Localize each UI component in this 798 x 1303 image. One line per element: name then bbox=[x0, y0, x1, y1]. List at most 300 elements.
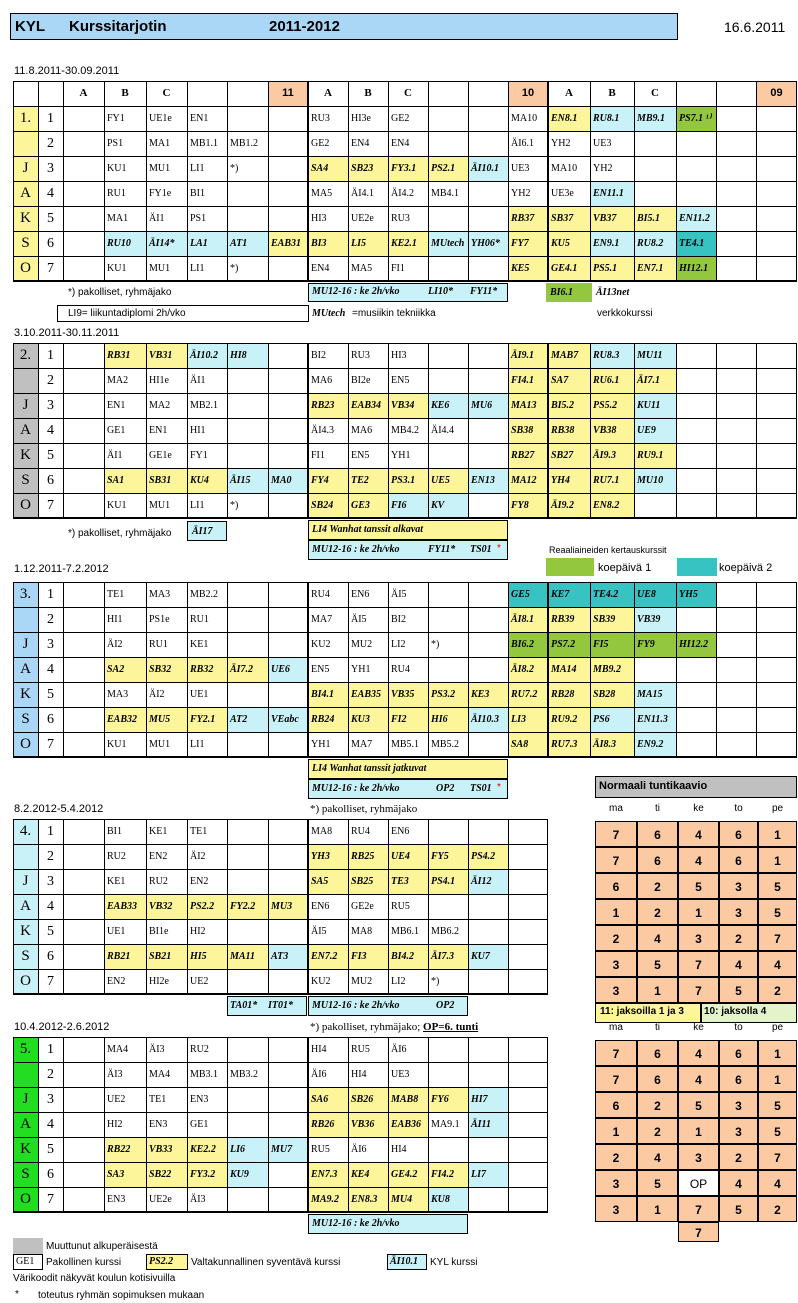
course-cell: RU3 bbox=[311, 113, 330, 124]
course-cell: RB22 bbox=[104, 1137, 146, 1162]
course-cell: MA2 bbox=[107, 375, 129, 386]
course-cell: EN8.2 bbox=[590, 493, 634, 518]
course-cell: MAB7 bbox=[548, 343, 590, 368]
course-cell bbox=[227, 368, 268, 393]
course-cell: FI4.1 bbox=[508, 368, 548, 393]
course-cell: MB1.1 bbox=[190, 138, 219, 149]
course-cell: KE4 bbox=[348, 1162, 388, 1187]
course-cell: FY6 bbox=[428, 1087, 468, 1112]
course-cell: MB5.2 bbox=[431, 739, 460, 750]
note-reaali: Reaaliaineiden kertauskurssit bbox=[549, 545, 667, 555]
note-mutech: MUtech bbox=[312, 308, 346, 319]
row-number: 3 bbox=[47, 1092, 54, 1107]
course-cell bbox=[676, 181, 716, 206]
timetable-cell: 1 bbox=[637, 977, 678, 1003]
note-mutech-desc: =musiikin tekniikka bbox=[352, 308, 436, 319]
timetable-cell: 3 bbox=[678, 1144, 719, 1170]
course-cell: SB24 bbox=[308, 493, 348, 518]
course-cell: HI7 bbox=[468, 1087, 508, 1112]
jakso-letter: S bbox=[21, 948, 30, 964]
course-cell bbox=[227, 732, 268, 757]
timetable-cell: 4 bbox=[678, 821, 719, 847]
course-cell: SA6 bbox=[308, 1087, 348, 1112]
note-bi61: BI6.1 bbox=[550, 287, 574, 298]
course-cell: VB38 bbox=[590, 418, 634, 443]
legend-ai101: ÄI10.1 bbox=[387, 1254, 427, 1270]
course-cell: EAB34 bbox=[348, 393, 388, 418]
course-cell bbox=[428, 368, 468, 393]
timetable-cell: 3 bbox=[719, 1092, 758, 1118]
course-cell: RB23 bbox=[308, 393, 348, 418]
jakso-letter: J bbox=[22, 873, 29, 889]
jakso-letter: S bbox=[21, 711, 30, 727]
timetable-cell: 3 bbox=[595, 951, 637, 977]
row-number: 1 bbox=[47, 1042, 54, 1057]
course-cell: EAB32 bbox=[104, 707, 146, 732]
course-cell: HI2 bbox=[107, 1119, 123, 1130]
course-cell: ÄI11 bbox=[468, 1112, 508, 1137]
course-cell: UE5 bbox=[428, 468, 468, 493]
course-cell: RU5 bbox=[311, 1144, 330, 1155]
course-cell: HI3e bbox=[351, 113, 371, 124]
course-cell: EN7.1 bbox=[634, 256, 676, 281]
course-cell: ÄI5 bbox=[311, 926, 327, 937]
course-cell: LI5 bbox=[348, 231, 388, 256]
course-cell: MA8 bbox=[351, 926, 373, 937]
course-cell: LI3 bbox=[508, 707, 548, 732]
timetable-cell: OP bbox=[678, 1170, 719, 1196]
course-cell bbox=[468, 632, 508, 657]
note-it01: IT01* bbox=[268, 1000, 293, 1011]
course-cell: MA4 bbox=[149, 1069, 171, 1080]
course-cell: TE4.1 bbox=[676, 231, 716, 256]
course-cell: ÄI14* bbox=[146, 231, 187, 256]
course-cell: RU7.1 bbox=[590, 468, 634, 493]
course-cell: MA10 bbox=[511, 113, 538, 124]
row-number: 6 bbox=[47, 712, 54, 727]
course-cell: RU5 bbox=[351, 1044, 370, 1055]
timetable-cell: 5 bbox=[678, 873, 719, 899]
course-cell: ÄI3 bbox=[149, 1044, 165, 1055]
timetable-cell: 4 bbox=[678, 1066, 719, 1092]
course-cell: EN4 bbox=[351, 138, 370, 149]
course-cell: KE2.2 bbox=[187, 1137, 227, 1162]
course-cell: RU8.1 bbox=[590, 106, 634, 131]
period-label: 8.2.2012-5.4.2012 bbox=[14, 803, 104, 815]
course-cell: PS3.1 bbox=[388, 468, 428, 493]
row-number: 2 bbox=[47, 373, 54, 388]
course-cell: SB37 bbox=[548, 206, 590, 231]
period-number: 2. bbox=[19, 347, 32, 363]
course-cell bbox=[227, 1087, 268, 1112]
course-cell: ÄI9.1 bbox=[508, 343, 548, 368]
course-cell: KU3 bbox=[348, 707, 388, 732]
course-cell: ÄI6 bbox=[351, 1144, 367, 1155]
course-cell: EN5 bbox=[311, 664, 330, 675]
note-ts01: TS01 bbox=[470, 544, 492, 555]
course-cell: EN3 bbox=[190, 1094, 209, 1105]
course-cell bbox=[676, 732, 716, 757]
jakso-note-11: 11: jaksoilla 1 ja 3 bbox=[600, 1006, 684, 1017]
course-cell: RU7.2 bbox=[508, 682, 548, 707]
course-cell: RU8.2 bbox=[634, 231, 676, 256]
course-cell: EN1 bbox=[107, 400, 126, 411]
course-cell: FY9 bbox=[634, 632, 676, 657]
timetable-cell: 1 bbox=[637, 1196, 678, 1222]
koepaiva1-label: koepäivä 1 bbox=[598, 562, 652, 574]
course-cell: FI2 bbox=[388, 707, 428, 732]
document-date: 16.6.2011 bbox=[724, 19, 786, 35]
course-cell: MU10 bbox=[634, 468, 676, 493]
course-cell bbox=[428, 131, 468, 156]
course-cell: BI2 bbox=[311, 350, 326, 361]
course-cell: PS4.1 bbox=[428, 869, 468, 894]
course-cell: ÄI8.1 bbox=[508, 607, 548, 632]
course-cell: BI1 bbox=[107, 826, 122, 837]
note-ts01-star-3: * bbox=[497, 782, 501, 793]
row-number: 2 bbox=[47, 1067, 54, 1082]
timetable-cell: 7 bbox=[758, 1144, 797, 1170]
course-cell: MU4 bbox=[388, 1187, 428, 1212]
course-cell: FY1 bbox=[107, 113, 125, 124]
course-cell: AT1 bbox=[227, 231, 268, 256]
jakso-letter: K bbox=[20, 447, 31, 463]
course-cell: FI3 bbox=[348, 944, 388, 969]
course-cell: VB39 bbox=[634, 607, 676, 632]
course-cell: SB26 bbox=[348, 1087, 388, 1112]
note-mandatory-2: *) pakolliset, ryhmäjako bbox=[68, 528, 172, 539]
course-cell: MA11 bbox=[227, 944, 268, 969]
row-number: 4 bbox=[47, 899, 54, 914]
course-cell: MU5 bbox=[146, 707, 187, 732]
course-cell bbox=[227, 607, 268, 632]
course-cell: EN13 bbox=[468, 468, 508, 493]
timetable-cell: 7 bbox=[678, 951, 719, 977]
course-cell: LI1 bbox=[190, 163, 205, 174]
course-cell: ÄI3 bbox=[190, 1194, 206, 1205]
course-cell: *) bbox=[431, 639, 440, 650]
course-cell: VEabc bbox=[268, 707, 308, 732]
course-cell: *) bbox=[230, 263, 239, 274]
course-cell bbox=[268, 632, 308, 657]
note-mu-3: MU12-16 : ke 2h/vko bbox=[312, 783, 400, 794]
course-cell: SB32 bbox=[146, 657, 187, 682]
course-cell: BI2e bbox=[351, 375, 371, 386]
timetable-cell: 5 bbox=[758, 1092, 797, 1118]
note-mu-2: MU12-16 : ke 2h/vko bbox=[312, 544, 400, 555]
course-cell: MB6.1 bbox=[391, 926, 420, 937]
course-cell: EN2 bbox=[107, 976, 126, 987]
timetable-cell: 1 bbox=[758, 847, 797, 873]
course-cell: MB2.1 bbox=[190, 400, 219, 411]
timetable-cell: 7 bbox=[595, 1040, 637, 1066]
row-number: 7 bbox=[47, 261, 54, 276]
course-cell: KU9 bbox=[227, 1162, 268, 1187]
jakso-letter: A bbox=[20, 422, 31, 438]
timetable-cell: 1 bbox=[595, 1118, 637, 1144]
course-cell: UE2e bbox=[351, 213, 374, 224]
course-cell: PS1e bbox=[149, 614, 170, 625]
course-cell: EN1 bbox=[190, 113, 209, 124]
jakso-letter: K bbox=[20, 210, 31, 226]
timetable-cell: 1 bbox=[758, 1066, 797, 1092]
note-li4-3: LI4 Wanhat tanssit jatkuvat bbox=[312, 763, 427, 774]
course-cell bbox=[227, 106, 268, 131]
course-cell: EN5 bbox=[391, 375, 410, 386]
course-cell bbox=[268, 443, 308, 468]
course-cell: FI6 bbox=[388, 493, 428, 518]
timetable-cell: 6 bbox=[719, 1066, 758, 1092]
course-cell: HI4 bbox=[391, 1144, 407, 1155]
course-cell: ÄI5 bbox=[391, 589, 407, 600]
course-cell: GE1 bbox=[190, 1119, 209, 1130]
course-cell: EN1 bbox=[149, 425, 168, 436]
timetable-cell: 2 bbox=[758, 977, 797, 1003]
course-cell: YH2 bbox=[593, 163, 613, 174]
course-cell: ÄI10.1 bbox=[468, 156, 508, 181]
course-cell: EN4 bbox=[311, 263, 330, 274]
timetable-cell: 2 bbox=[637, 1092, 678, 1118]
course-cell: MA7 bbox=[311, 614, 333, 625]
jakso-letter: J bbox=[22, 160, 29, 176]
course-cell: YH06* bbox=[468, 231, 508, 256]
period-label: 11.8.2011-30.09.2011 bbox=[14, 65, 120, 77]
legend-toteutus: toteutus ryhmän sopimuksen mukaan bbox=[38, 1290, 205, 1301]
course-cell: ÄI7.2 bbox=[227, 657, 268, 682]
day-header: to bbox=[734, 803, 743, 814]
jakso-letter: K bbox=[20, 923, 31, 939]
course-cell: KE5 bbox=[508, 256, 548, 281]
timetable-cell: 6 bbox=[637, 847, 678, 873]
course-cell: MU3 bbox=[268, 894, 308, 919]
course-cell bbox=[468, 443, 508, 468]
timetable-cell: 1 bbox=[678, 899, 719, 925]
title-bar bbox=[10, 13, 678, 40]
course-cell: ÄI1 bbox=[107, 450, 123, 461]
course-cell: VB33 bbox=[146, 1137, 187, 1162]
course-cell: *) bbox=[230, 163, 239, 174]
timetable-cell: 4 bbox=[758, 1170, 797, 1196]
timetable-cell: 5 bbox=[758, 899, 797, 925]
course-cell: EN8.3 bbox=[348, 1187, 388, 1212]
course-cell bbox=[227, 206, 268, 231]
course-cell: RU9.1 bbox=[634, 443, 676, 468]
note-ts01-star: * bbox=[497, 543, 501, 554]
course-cell: RU10 bbox=[104, 231, 146, 256]
course-cell: UE6 bbox=[268, 657, 308, 682]
course-cell bbox=[227, 181, 268, 206]
course-cell: RU1 bbox=[107, 188, 126, 199]
course-cell: RU3 bbox=[351, 350, 370, 361]
course-cell: MB4.2 bbox=[391, 425, 420, 436]
course-cell: KU1 bbox=[107, 500, 127, 511]
course-cell: HI3 bbox=[311, 213, 327, 224]
course-cell: MA9.1 bbox=[431, 1119, 460, 1130]
course-cell: MU1 bbox=[149, 263, 171, 274]
course-cell: RB27 bbox=[508, 443, 548, 468]
jakso-letter: A bbox=[20, 661, 31, 677]
course-cell bbox=[268, 206, 308, 231]
timetable-cell: 3 bbox=[678, 925, 719, 951]
note-li10: LI10* bbox=[428, 286, 453, 297]
course-cell bbox=[268, 1112, 308, 1137]
course-cell: MA3 bbox=[149, 589, 171, 600]
row-number: 2 bbox=[47, 849, 54, 864]
note-op2-3: OP2 bbox=[436, 783, 455, 794]
jakso-letter: A bbox=[20, 898, 31, 914]
course-cell: YH5 bbox=[676, 582, 716, 607]
course-cell: HI12.1 bbox=[676, 256, 716, 281]
course-cell bbox=[268, 969, 308, 994]
row-number: 6 bbox=[47, 1167, 54, 1182]
course-cell: TE2 bbox=[348, 468, 388, 493]
course-cell: RU2 bbox=[149, 876, 168, 887]
course-cell bbox=[268, 393, 308, 418]
course-cell: SA3 bbox=[104, 1162, 146, 1187]
course-cell: TE1 bbox=[149, 1094, 167, 1105]
course-cell: MU2 bbox=[351, 976, 373, 987]
course-cell: ÄI1 bbox=[190, 375, 206, 386]
course-cell: BI1e bbox=[149, 926, 169, 937]
course-cell: TE4.2 bbox=[590, 582, 634, 607]
course-cell: BI4.1 bbox=[308, 682, 348, 707]
course-cell: RB39 bbox=[548, 607, 590, 632]
course-cell: MA0 bbox=[268, 468, 308, 493]
course-cell bbox=[268, 869, 308, 894]
course-cell: SB39 bbox=[590, 607, 634, 632]
course-cell: RU1 bbox=[190, 614, 209, 625]
note-mu-5: MU12-16 : ke 2h/vko bbox=[312, 1218, 400, 1229]
course-cell: ÄI4.4 bbox=[431, 425, 455, 436]
course-cell: ÄI3 bbox=[107, 1069, 123, 1080]
course-cell: HI1 bbox=[107, 614, 123, 625]
course-cell: EN9.1 bbox=[590, 231, 634, 256]
course-cell: SA1 bbox=[104, 468, 146, 493]
course-cell: MA7 bbox=[351, 739, 373, 750]
group-badge: 11 bbox=[268, 81, 308, 106]
day-header: ti bbox=[655, 1022, 660, 1033]
course-cell: GE1 bbox=[107, 425, 126, 436]
course-cell: GE2e bbox=[351, 901, 374, 912]
course-cell: FI1 bbox=[391, 263, 405, 274]
course-cell: BI3 bbox=[308, 231, 348, 256]
course-cell bbox=[227, 819, 268, 844]
course-cell: KU11 bbox=[634, 393, 676, 418]
course-cell: LI2 bbox=[391, 639, 406, 650]
row-number: 4 bbox=[47, 1117, 54, 1132]
course-cell: KU8 bbox=[428, 1187, 468, 1212]
course-cell: MA4 bbox=[107, 1044, 129, 1055]
jakso-letter: S bbox=[21, 235, 30, 251]
course-cell bbox=[268, 156, 308, 181]
course-cell bbox=[268, 418, 308, 443]
row-number: 1 bbox=[47, 587, 54, 602]
course-cell bbox=[268, 1162, 308, 1187]
course-cell: MB2.2 bbox=[190, 589, 219, 600]
course-cell bbox=[268, 607, 308, 632]
course-cell: ÄI10.2 bbox=[187, 343, 227, 368]
course-cell: FY5 bbox=[428, 844, 468, 869]
course-cell bbox=[676, 657, 716, 682]
course-cell: GE3 bbox=[348, 493, 388, 518]
timetable-cell: 1 bbox=[595, 899, 637, 925]
jakso-note-10: 10: jaksolla 4 bbox=[704, 1006, 767, 1017]
course-cell: RB28 bbox=[548, 682, 590, 707]
course-cell: KE3 bbox=[468, 682, 508, 707]
course-cell: FI5 bbox=[590, 632, 634, 657]
row-number: 5 bbox=[47, 211, 54, 226]
course-cell bbox=[468, 343, 508, 368]
course-cell: MA12 bbox=[508, 468, 548, 493]
timetable-cell: 6 bbox=[595, 1092, 637, 1118]
course-cell: YH3 bbox=[308, 844, 348, 869]
course-cell bbox=[268, 582, 308, 607]
column-header: C bbox=[162, 87, 171, 99]
jakso-letter: A bbox=[20, 1116, 31, 1132]
note-fy11-2: FY11* bbox=[428, 544, 456, 555]
course-cell bbox=[268, 106, 308, 131]
timetable-cell: 2 bbox=[595, 925, 637, 951]
course-cell: EN11.2 bbox=[676, 206, 716, 231]
course-cell: KU1 bbox=[107, 163, 127, 174]
course-cell: MA6 bbox=[351, 425, 373, 436]
timetable-title: Normaali tuntikaavio bbox=[599, 780, 708, 792]
course-cell: LI7 bbox=[468, 1162, 508, 1187]
course-cell: PS1 bbox=[107, 138, 124, 149]
course-cell: EAB35 bbox=[348, 682, 388, 707]
course-cell: ÄI6 bbox=[311, 1069, 327, 1080]
course-cell: MA2 bbox=[149, 400, 171, 411]
course-cell bbox=[676, 343, 716, 368]
course-cell: SB28 bbox=[590, 682, 634, 707]
course-cell: UE1 bbox=[107, 926, 126, 937]
jakso-letter: O bbox=[20, 260, 31, 276]
course-cell: SB21 bbox=[146, 944, 187, 969]
course-cell: RU7.3 bbox=[548, 732, 590, 757]
course-cell bbox=[227, 969, 268, 994]
course-cell bbox=[428, 657, 468, 682]
course-cell: RB38 bbox=[548, 418, 590, 443]
course-cell: TE1 bbox=[107, 589, 125, 600]
column-header: B bbox=[608, 87, 616, 99]
course-cell bbox=[268, 1087, 308, 1112]
course-cell: GE5 bbox=[508, 582, 548, 607]
course-cell: YH1 bbox=[391, 450, 411, 461]
course-cell: SB22 bbox=[146, 1162, 187, 1187]
course-cell: AT3 bbox=[268, 944, 308, 969]
course-cell: RB37 bbox=[508, 206, 548, 231]
course-cell: UE9 bbox=[634, 418, 676, 443]
row-number: 1 bbox=[47, 824, 54, 839]
course-cell: MU1 bbox=[149, 739, 171, 750]
legend-changed-swatch bbox=[13, 1238, 43, 1254]
note-li9: LI9= liikuntadiplomi 2h/vko bbox=[68, 308, 186, 319]
day-header: pe bbox=[771, 803, 784, 814]
course-cell: ÄI4.2 bbox=[391, 188, 415, 199]
note-mu: MU12-16 : ke 2h/vko bbox=[312, 286, 400, 297]
course-cell: PS4.2 bbox=[468, 844, 508, 869]
course-cell: RU6.1 bbox=[590, 368, 634, 393]
legend-varikoodit: Värikoodit näkyvät koulun kotisivuilla bbox=[13, 1273, 176, 1284]
timetable-cell: 1 bbox=[678, 1118, 719, 1144]
course-cell bbox=[634, 493, 676, 518]
column-header: C bbox=[651, 87, 659, 99]
course-cell bbox=[634, 657, 676, 682]
course-cell: MB1.2 bbox=[230, 138, 259, 149]
course-cell: FY4 bbox=[308, 468, 348, 493]
row-number: 4 bbox=[47, 662, 54, 677]
course-cell: MA1 bbox=[107, 213, 129, 224]
